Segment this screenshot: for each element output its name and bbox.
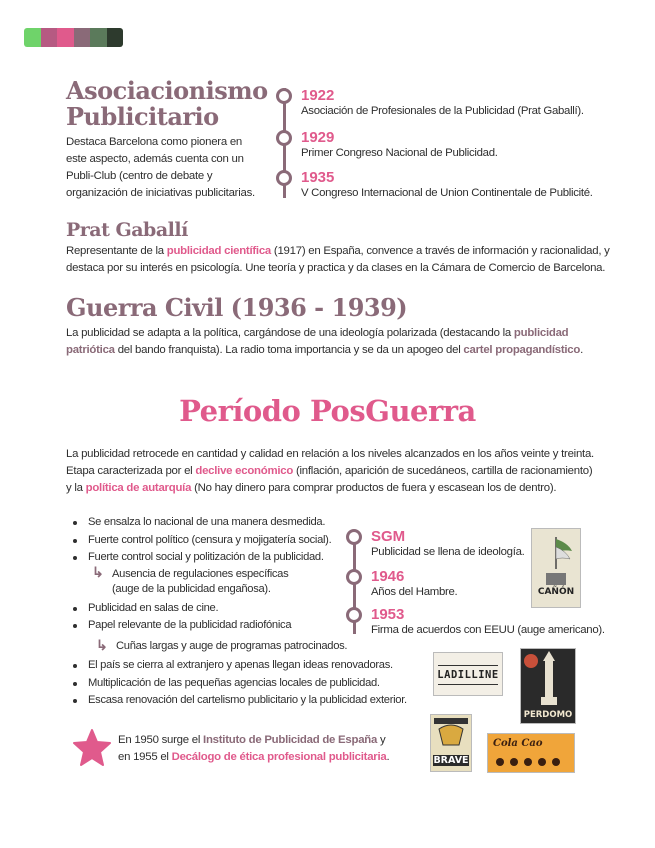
poster-art	[488, 752, 574, 772]
list-item: Papel relevante de la publicidad radiofónica	[66, 617, 407, 635]
color-palette	[24, 28, 123, 47]
sub-item	[66, 637, 407, 655]
list-item: Fuerte control político (censura y mojigatería social).	[66, 532, 407, 550]
text: En 1950 surge el	[118, 734, 204, 746]
timeline-year: 1922	[301, 87, 335, 104]
highlight: publicidad científica	[166, 245, 272, 257]
timeline-entry	[301, 130, 498, 161]
text: Etapa caracterizada por el	[66, 465, 196, 477]
text: y la	[66, 482, 86, 494]
timeline-year: 1929	[301, 129, 335, 146]
poster-brave	[430, 714, 472, 772]
text: .	[386, 751, 390, 763]
text: del bando franquista). La radio toma importancia y se da un apogeo del	[114, 344, 464, 356]
list-item: El país se cierra al extranjero y apenas llegan ideas renovadoras.	[66, 657, 407, 675]
timeline-entry	[371, 607, 605, 638]
curved-arrow-icon: ↳	[96, 636, 108, 653]
list-item: Se ensalza lo nacional de una manera desmedida.	[66, 514, 407, 532]
poster-label: BRAVE	[433, 755, 469, 766]
poster-canon	[531, 528, 581, 608]
text: en 1955 el	[118, 751, 172, 763]
highlight: patriótica	[66, 344, 115, 356]
swatch	[24, 28, 41, 47]
timeline-entry	[371, 569, 457, 600]
timeline-entry	[301, 170, 593, 201]
timeline-text: Primer Congreso Nacional de Publicidad.	[301, 147, 498, 159]
text: (1917) en España, convence a través de información y racionalidad, y	[271, 245, 610, 257]
timeline-entry	[301, 88, 584, 119]
guerra-body	[66, 325, 626, 359]
title-line: Asociacionismo	[66, 76, 268, 105]
timeline-dot	[346, 569, 362, 585]
section-title-guerra: Guerra Civil (1936 - 1939)	[66, 293, 408, 322]
swatch	[107, 28, 124, 47]
guerra-line	[66, 325, 626, 342]
highlight: Decálogo de ética profesional publicitaria	[171, 751, 387, 763]
prat-line	[66, 243, 626, 260]
poster-label: LADILLINE	[437, 669, 499, 681]
body-line: este aspecto, además cuenta con un	[66, 153, 244, 165]
timeline-year: 1935	[301, 169, 335, 186]
swatch	[90, 28, 107, 47]
swatch	[41, 28, 58, 47]
footer-line	[118, 732, 389, 749]
poster-perdomo	[520, 648, 576, 724]
poster-colacao	[487, 733, 575, 773]
timeline-text: Años del Hambre.	[371, 586, 458, 598]
prat-body	[66, 243, 626, 277]
list-item: Publicidad en salas de cine.	[66, 600, 407, 618]
highlight: publicidad	[513, 327, 569, 339]
poster-small-text	[438, 656, 498, 666]
list-item: Fuerte control social y politización de la publicidad.	[66, 549, 407, 567]
list-item: Escasa renovación del cartelismo publicitario y la publicidad exterior.	[66, 692, 407, 710]
prat-line: destaca por su interés en psicología. Une teoría y practica y da clases en la Cámara de Comercio de Barcelona.	[66, 262, 606, 274]
text: Representante de la	[66, 245, 167, 257]
poster-art	[431, 715, 471, 753]
timeline-year: 1953	[371, 606, 405, 623]
text: La publicidad se adapta a la política, cargándose de una ideología polarizada (destacando la	[66, 327, 514, 339]
poster-label: CAÑÓN	[537, 587, 575, 597]
text: y	[377, 734, 386, 746]
swatch	[74, 28, 91, 47]
timeline-dot	[346, 529, 362, 545]
timeline-entry	[371, 529, 525, 560]
section-title-posguerra: Período PosGuerra	[179, 394, 476, 428]
highlight: política de autarquía	[85, 482, 192, 494]
timeline-dot	[346, 607, 362, 623]
posguerra-line	[66, 463, 626, 480]
body-line: Destaca Barcelona como pionera en	[66, 136, 243, 148]
sub-line: Cuñas largas y auge de programas patrocinados.	[116, 639, 348, 652]
poster-ladilline	[433, 652, 503, 696]
timeline-text: Asociación de Profesionales de la Publicidad (Prat Gaballí).	[301, 105, 584, 117]
swatch	[57, 28, 74, 47]
title-line: Publicitario	[66, 102, 219, 131]
highlight: Instituto de Publicidad de España	[203, 734, 378, 746]
section-title-prat: Prat Gaballí	[66, 219, 188, 241]
posguerra-body	[66, 446, 626, 497]
body-line: organización de iniciativas publicitarias.	[66, 187, 255, 199]
text: (No hay dinero para comprar productos de fuera y escasean los de dentro).	[191, 482, 557, 494]
highlight: cartel propagandístico	[463, 344, 581, 356]
timeline-text: Publicidad se llena de ideología.	[371, 546, 525, 558]
text: (inflación, aparición de sucedáneos, cartilla de racionamiento)	[293, 465, 593, 477]
timeline-year: 1946	[371, 568, 405, 585]
body-line: Publi-Club (centro de debate y	[66, 170, 213, 182]
footer-text	[118, 732, 389, 766]
sub-line: Ausencia de regulaciones específicas	[112, 567, 289, 580]
section-title-asociacionismo	[66, 78, 268, 130]
posguerra-line	[66, 480, 626, 497]
timeline-dot	[276, 88, 292, 104]
timeline-dot	[276, 130, 292, 146]
posguerra-line: La publicidad retrocede en cantidad y calidad en relación a los niveles alcanzados en los años veinte y treinta.	[66, 448, 594, 460]
asociacionismo-body	[66, 134, 276, 202]
poster-art	[521, 649, 575, 709]
poster-label: Cola Cao	[493, 738, 543, 749]
timeline-dot	[276, 170, 292, 186]
highlight: declive económico	[195, 465, 294, 477]
curved-arrow-icon: ↳	[92, 563, 104, 580]
poster-rule	[438, 684, 498, 688]
guerra-line	[66, 342, 626, 359]
star-icon	[72, 728, 112, 768]
timeline-year: SGM	[371, 528, 406, 545]
timeline-text: V Congreso Internacional de Union Continentale de Publicité.	[301, 187, 593, 199]
footer-line	[118, 749, 389, 766]
sub-line: (auge de la publicidad engañosa).	[112, 583, 271, 596]
list-item: Multiplicación de las pequeñas agencias locales de publicidad.	[66, 675, 407, 693]
timeline-text: Firma de acuerdos con EEUU (auge americano).	[371, 624, 605, 636]
poster-label: PERDOMO	[523, 710, 573, 720]
text: .	[580, 344, 584, 356]
